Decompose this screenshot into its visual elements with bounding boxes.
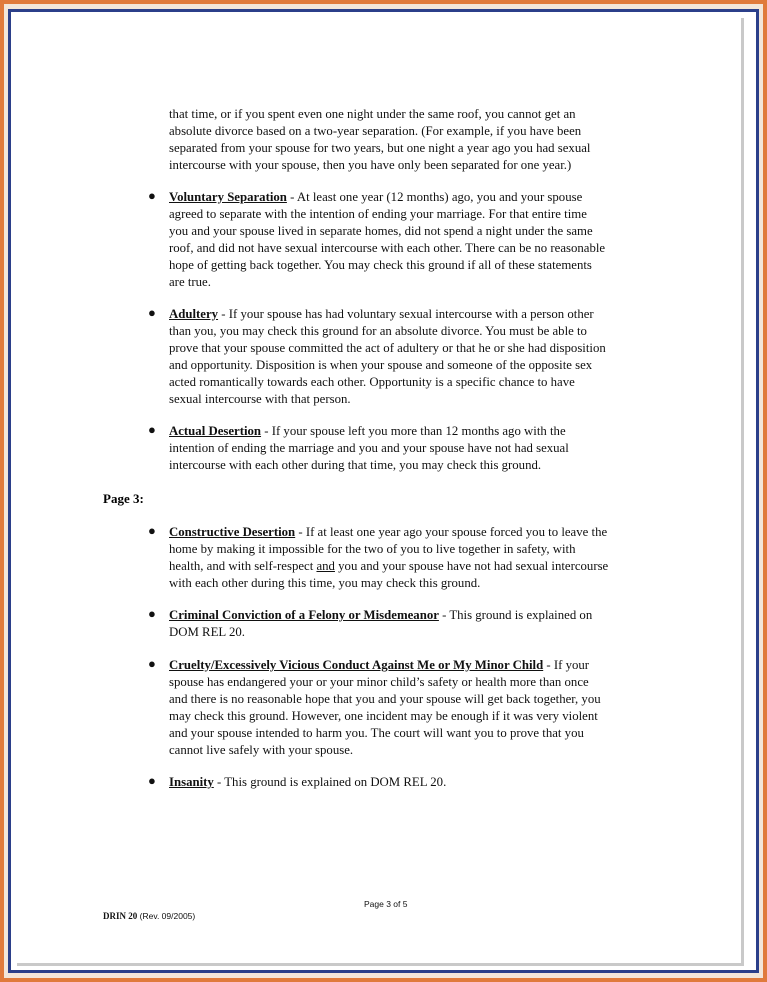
bullet-icon: ● — [148, 523, 156, 538]
document-page — [14, 15, 741, 963]
item-actual-desertion — [169, 423, 569, 474]
page-heading: Page 3: — [103, 491, 144, 506]
item-voluntary-separation — [169, 189, 605, 290]
item-line: and opportunity. Disposition is when your spouse and someone of the opposite sex — [169, 357, 593, 372]
item-line: hope of getting back together. You may check this ground if all of these statements — [169, 257, 592, 272]
item-text: - If your spouse has had voluntary sexual intercourse with a person other — [218, 307, 594, 321]
item-criminal-conviction — [169, 607, 592, 641]
item-constructive-desertion — [169, 524, 608, 592]
form-code — [103, 911, 195, 921]
item-line: and there is no reasonable hope that you and your spouse will get back together, you — [169, 691, 601, 706]
item-line: acted romantically towards each other. Opportunity is a specific chance to have — [169, 374, 575, 389]
item-line: than you, you may check this ground for an absolute divorce. You must be able to — [169, 323, 587, 338]
item-line: with each other during this time, you may check this ground. — [169, 575, 481, 590]
item-text: you and your spouse have not had sexual intercourse — [334, 558, 609, 573]
item-line: are true. — [169, 274, 211, 289]
item-line: prove that your spouse committed the act of adultery or that he or she had disposition — [169, 340, 606, 355]
page-number: Page 3 of 5 — [364, 899, 408, 909]
intro-line: that time, or if you spent even one night under the same roof, you cannot get an — [169, 107, 576, 121]
item-line: roof, and did not have sexual intercourse with each other. There can be no reasonable — [169, 240, 606, 255]
item-term: Voluntary Separation — [169, 190, 287, 204]
item-line: sexual intercourse with that person. — [169, 391, 351, 406]
item-insanity — [169, 774, 446, 791]
item-line: cannot live safely with your spouse. — [169, 742, 354, 757]
item-text: - At least one year (12 months) ago, you and your spouse — [286, 190, 583, 204]
intro-line: intercourse with your spouse, then you have only been separated for one year.) — [169, 157, 572, 172]
item-line: home by making it impossible for the two of you to live together in safety, with — [169, 541, 576, 556]
item-cruelty — [169, 657, 601, 758]
item-text: - If at least one year ago your spouse forced you to leave the — [295, 525, 608, 539]
item-term: Constructive Desertion — [169, 525, 296, 539]
underlined-word: and — [316, 558, 335, 573]
item-text: - If your — [543, 658, 590, 672]
item-term: Cruelty/Excessively Vicious Conduct Against Me or My Minor Child — [169, 658, 544, 672]
item-term: Adultery — [169, 307, 219, 321]
item-term: Insanity — [169, 775, 214, 789]
item-text: - If your spouse left you more than 12 months ago with the — [261, 424, 566, 438]
item-adultery — [169, 306, 606, 407]
form-id: DRIN 20 — [103, 911, 138, 921]
bullet-icon: ● — [148, 422, 156, 437]
item-text: - This ground is explained on DOM REL 20. — [213, 775, 447, 789]
bullet-icon: ● — [148, 606, 156, 621]
item-line: you and your spouse lived in separate homes, did not spend a night under the same — [169, 223, 593, 238]
item-line: agreed to separate with the intention of ending your marriage. For that entire time — [169, 206, 587, 221]
item-line: intercourse with each other during that time, you may check this ground. — [169, 457, 542, 472]
item-line: may check this ground. However, one incident may be enough if it was very violent — [169, 708, 598, 723]
item-term: Actual Desertion — [169, 424, 262, 438]
bullet-icon: ● — [148, 656, 156, 671]
bullet-icon: ● — [148, 773, 156, 788]
form-revision: (Rev. 09/2005) — [139, 911, 196, 921]
item-line: DOM REL 20. — [169, 624, 245, 639]
item-text: - This ground is explained on — [438, 608, 593, 622]
item-line: and your spouse intended to harm you. The court will want you to prove that you — [169, 725, 584, 740]
intro-line: absolute divorce based on a two-year separation. (For example, if you have been — [169, 123, 582, 138]
intro-paragraph — [169, 106, 590, 174]
bullet-icon: ● — [148, 188, 156, 203]
intro-line: separated from your spouse for two years, but one night a year ago you had sexual — [169, 140, 591, 155]
bullet-icon: ● — [148, 305, 156, 320]
item-line: intention of ending the marriage and you and your spouse have not had sexual — [169, 440, 569, 455]
item-line: spouse has endangered your or your minor child’s safety or health more than once — [169, 674, 589, 689]
item-text: health, and with self-respect — [169, 558, 317, 573]
item-term: Criminal Conviction of a Felony or Misdemeanor — [169, 608, 439, 622]
